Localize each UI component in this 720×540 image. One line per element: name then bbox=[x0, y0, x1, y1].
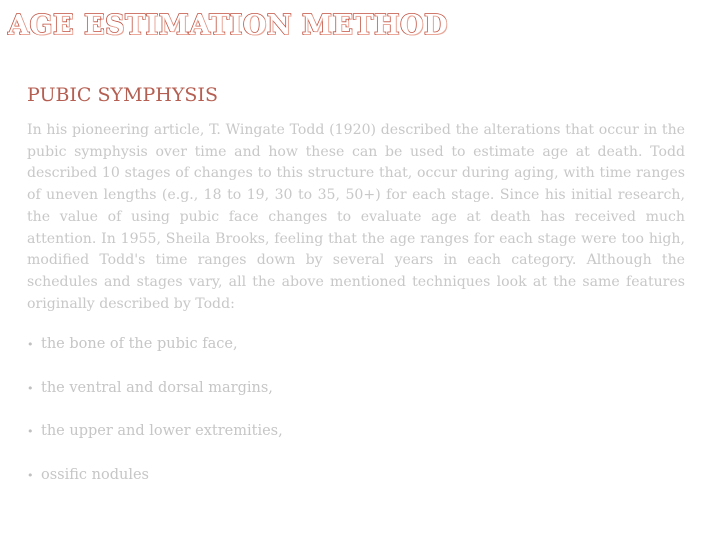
bullet-dot-icon: • bbox=[27, 381, 34, 395]
bullet-text: the upper and lower extremities, bbox=[41, 423, 283, 439]
section-heading: PUBIC SYMPHYSIS bbox=[27, 84, 218, 106]
bullet-dot-icon: • bbox=[27, 425, 34, 438]
body-paragraph: In his pioneering article, T. Wingate Todd (1920) described the alterations that occur in the pubic symphysis over time and how these can be used to estimate age at death. Todd described 10 stages of changes to this structure that, occur during aging, with time ranges of uneven lengths (e.g., 18 to 19, 30 to 35, 50+) for each stage. Since his initial research, the value of using pubic face changes to evaluate age at death has received much attention. In 1955, Sheila Brooks, feeling that the age ranges for each stage were too high, modified Todd's time ranges down by several years in each category. Although the schedules and stages vary, all the above mentioned techniques look at the same features originally described by Todd: bbox=[27, 122, 685, 312]
bullet-item-pubic-face bbox=[27, 336, 283, 380]
slide-title: AGE ESTIMATION METHOD bbox=[8, 10, 448, 41]
bullet-dot-icon: • bbox=[27, 468, 34, 482]
bullet-item-ossific-nodules bbox=[27, 467, 283, 511]
bullet-text: the ventral and dorsal margins, bbox=[41, 379, 273, 396]
bullet-text: ossific nodules bbox=[41, 466, 149, 483]
bullet-dot-icon: • bbox=[27, 338, 34, 351]
bullet-text: the bone of the pubic face, bbox=[41, 336, 238, 352]
bullet-item-margins bbox=[27, 380, 283, 424]
bullet-item-extremities bbox=[27, 423, 283, 467]
feature-bullet-list bbox=[27, 336, 283, 510]
